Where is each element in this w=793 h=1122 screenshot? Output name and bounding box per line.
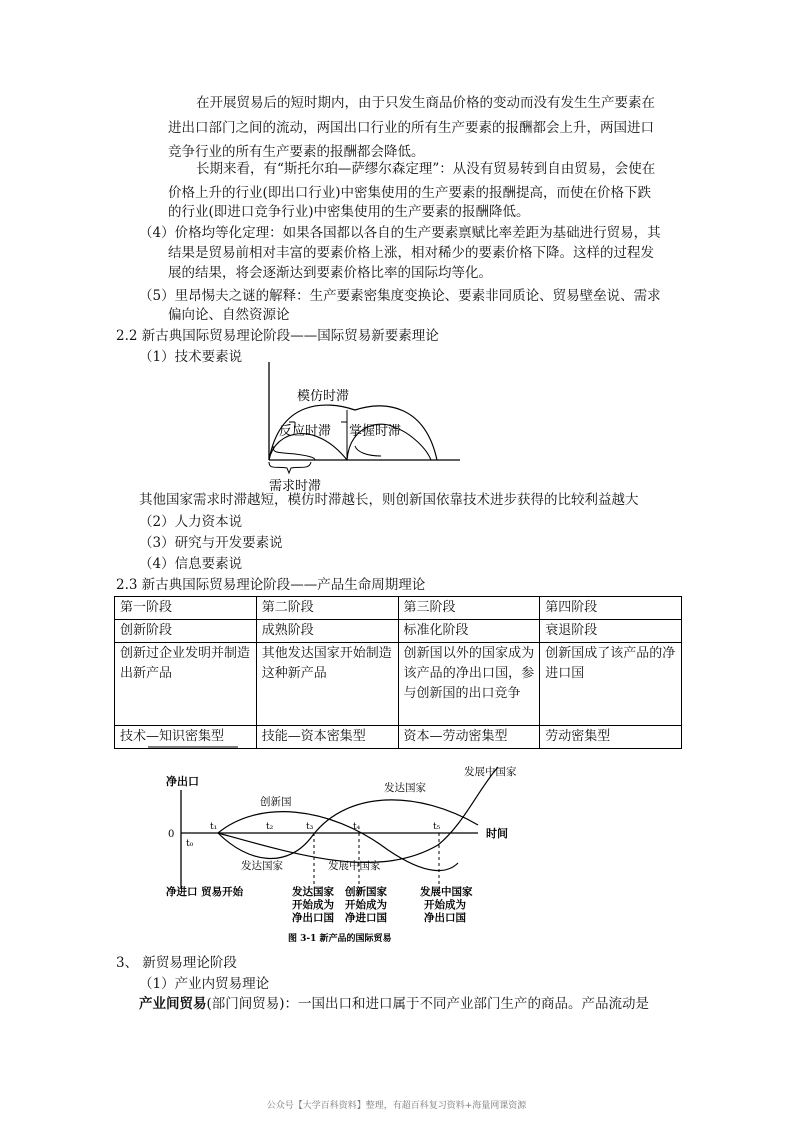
- table-cell: 衰退阶段: [540, 620, 682, 643]
- mastery-lag-label: 掌握时滞: [349, 424, 402, 439]
- t4-label: t₄: [353, 822, 361, 832]
- section-3-heading: 3、 新贸易理论阶段: [116, 955, 237, 971]
- t0-label: t₀: [186, 839, 194, 849]
- t2-label: t₂: [266, 822, 274, 832]
- y-axis-label: 净出口: [166, 775, 199, 788]
- tech-summary: 其他国家需求时滞越短，模仿时滞越长，则创新国依靠技术进步获得的比较利益越大: [139, 492, 639, 508]
- t3-label: t₃: [306, 822, 314, 832]
- note1-line3: 净出口国: [292, 912, 334, 924]
- table-cell: 其他发达国家开始制造这种新产品: [256, 643, 398, 726]
- note2-line2: 开始成为: [345, 899, 387, 911]
- para1-line1: 在开展贸易后的短时期内，由于只发生商品价格的变动而没有发生生产要素在: [196, 95, 655, 111]
- para2-line1: 长期来看，有“斯托尔珀—萨缪尔森定理”：从没有贸易转到自由贸易，会使在: [196, 161, 656, 177]
- note2-line3: 净进口国: [345, 912, 387, 924]
- table-cell: 资本—劳动密集型: [398, 726, 540, 749]
- developed-upper-label: 发达国家: [384, 782, 426, 794]
- note3-line1: 发展中国家: [420, 886, 473, 898]
- origin-label: 0: [168, 829, 175, 840]
- section-2-3-heading: 2.3 新古典国际贸易理论阶段——产品生命周期理论: [116, 577, 426, 593]
- tech-factor-item: （1）技术要素说: [139, 349, 243, 365]
- para2-line3: 的行业(即进口竞争行业)中密集使用的生产要素的报酬降低。: [168, 204, 530, 220]
- inter-industry-line: [139, 995, 649, 1014]
- t5-label: t₅: [433, 822, 441, 832]
- inter-industry-term: 产业间贸易: [139, 996, 207, 1012]
- note3-line3: 净出口国: [424, 912, 466, 924]
- inter-industry-definition: (部门间贸易)：一国出口和进口属于不同产业部门生产的商品。产品流动是: [206, 996, 650, 1012]
- para1-line2: 进出口部门之间的流动，两国出口行业的所有生产要素的报酬都会上升，两国进口: [168, 120, 654, 136]
- item-information: （4）信息要素说: [139, 556, 243, 572]
- developed-lower-label: 发达国家: [241, 860, 283, 872]
- item4-line2: 结果是贸易前相对丰富的要素价格上涨，相对稀少的要素价格下降。这样的过程发: [168, 245, 654, 261]
- table-cell: 第二阶段: [256, 597, 398, 620]
- table-row: [115, 643, 682, 726]
- para1-line3: 竞争行业的所有生产要素的报酬都会降低。: [168, 144, 425, 160]
- para2-line2: 价格上升的行业(即出口行业)中密集使用的生产要素的报酬提高，而使在价格下跌: [168, 185, 652, 201]
- product-life-cycle-table: [114, 596, 682, 749]
- item-human-capital: （2）人力资本说: [139, 514, 243, 530]
- table-cell: 第三阶段: [398, 597, 540, 620]
- demand-lag-label: 需求时滞: [269, 479, 322, 494]
- figure-caption: 图 3-1 新产品的国际贸易: [288, 934, 392, 944]
- technology-gap-diagram: [255, 360, 470, 495]
- table-cell: 技术—知识密集型: [115, 726, 257, 749]
- note1-line2: 开始成为: [292, 899, 334, 911]
- table-cell: 创新国以外的国家成为该产品的净出口国，参与创新国的出口竞争: [398, 643, 540, 726]
- t1-label: t₁: [210, 822, 218, 832]
- intra-industry-item: （1）产业内贸易理论: [139, 976, 270, 992]
- innovator-curve-label: 创新国: [260, 796, 292, 808]
- item5-line2: 偏向论、自然资源论: [168, 307, 290, 323]
- table-row: [115, 620, 682, 643]
- table-cell: 标准化阶段: [398, 620, 540, 643]
- reaction-lag-label: 反应时滞: [279, 424, 332, 439]
- note2-line1: 创新国家: [345, 886, 387, 898]
- note3-line2: 开始成为: [424, 899, 466, 911]
- item5-line1: （5）里昂惕夫之谜的解释：生产要素密集度变换论、要素非同质论、贸易壁垒说、需求: [139, 288, 661, 304]
- table-cell: 创新国成了该产品的净进口国: [540, 643, 682, 726]
- table-cell: 第一阶段: [115, 597, 257, 620]
- table-cell: 劳动密集型: [540, 726, 682, 749]
- table-cell: 技能—资本密集型: [256, 726, 398, 749]
- table-cell: 创新阶段: [115, 620, 257, 643]
- item4-line1: （4）价格均等化定理：如果各国都以各自的生产要素禀赋比率差距为基础进行贸易，其: [139, 225, 661, 241]
- section-2-2-heading: 2.2 新古典国际贸易理论阶段——国际贸易新要素理论: [116, 328, 439, 344]
- table-row: [115, 597, 682, 620]
- item4-line3: 展的结果，将会逐渐达到要素价格比率的国际均等化。: [168, 265, 492, 281]
- table-cell: 第四阶段: [540, 597, 682, 620]
- table-cell: 创新过企业发明并制造出新产品: [115, 643, 257, 726]
- note1-line1: 发达国家: [292, 886, 334, 898]
- developing-upper-label: 发展中国家: [464, 766, 517, 778]
- x-axis-label: 时间: [486, 827, 508, 840]
- footer-note: 公众号【大学百科资料】整理，有超百科复习资料+海量网课资源: [266, 1101, 527, 1111]
- item-rnd: （3）研究与开发要素说: [139, 535, 283, 551]
- table-cell: 成熟阶段: [256, 620, 398, 643]
- bottom-left-label: 净进口 贸易开始: [166, 886, 244, 898]
- new-product-trade-figure: [148, 745, 548, 950]
- developing-lower-label: 发展中国家: [328, 860, 381, 872]
- imitation-lag-label: 模仿时滞: [297, 389, 350, 404]
